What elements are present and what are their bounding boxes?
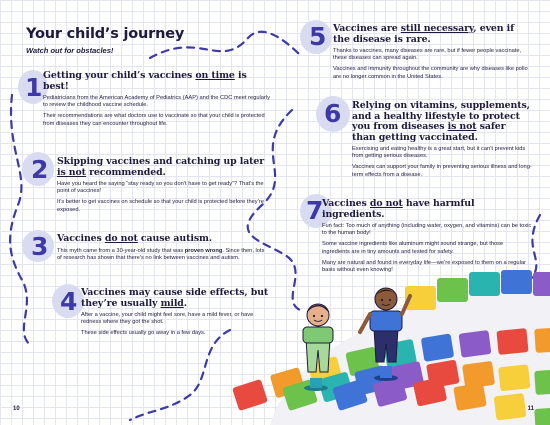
section-7-body-1: Fun fact: Too much of anything (including water, oxygen, and vitamins) can be toxic to the human body! [322,223,532,237]
section-number-3: 3 [31,232,49,261]
section-1-body-1: Pediatricians from the American Academy of Pediatrics (AAP) and the CDC meet regularly to review the childhood vaccine schedule. [43,95,270,109]
section-6-body-2: Vaccines can support your family in preventing serious illness and long-term effects from a disease. [352,164,532,178]
board-tile [534,407,550,425]
section-4-title: Vaccines may cause side effects, but they’re usually mild. [81,287,269,309]
page-number-right: 11 [527,406,534,412]
board-tile [437,278,468,302]
section-number-6: 6 [324,99,342,128]
board-tile [496,328,528,355]
section-6 [352,101,532,183]
section-3-title: Vaccines do not cause autism. [57,233,212,244]
section-5-body-2: Vaccines and immunity throughout the community are why diseases like polio are no longer common in the United States. [333,66,528,80]
section-number-2: 2 [31,155,49,184]
section-7-title: Vaccines do not have harmful ingredients. [322,198,475,220]
board-tile [498,364,530,391]
page-subtitle: Watch out for obstacles! [26,46,114,55]
section-number-5: 5 [309,22,327,51]
section-number-7: 7 [306,196,324,225]
section-2 [57,157,265,218]
section-6-title: Relying on vitamins, supplements, and a healthy lifestyle to protect you from diseases is not safer than getting vaccinated. [352,100,530,143]
section-4 [81,288,271,341]
section-2-title: Skipping vaccines and catching up later is not recommended. [57,156,265,178]
section-5-body-1: Thanks to vaccines, many diseases are rare, but if fewer people vaccinate, these diseases can spread again. [333,48,522,62]
section-5 [333,24,533,85]
section-7-body-2: Some vaccine ingredients like aluminum might sound strange, but those ingredients are in tiny amounts and tested for safety. [322,241,504,255]
board-tile [459,330,492,358]
section-7-body-3: Many are natural and found in everyday life—we’re exposed to them on a regular basis without even knowing! [322,259,526,274]
section-5-title: Vaccines are still necessary, even if the disease is rare. [333,23,515,45]
section-1-title: Getting your child’s vaccines on time is best! [43,70,247,92]
page-number-left: 10 [13,406,20,412]
page-title: Your child’s journey [26,26,185,42]
section-3-body-1: This myth came from a 30-year-old study that was proven wrong. Since then, lots of research has shown that there’s no link between vaccines and autism. [57,247,265,261]
board-tile [494,393,527,420]
section-1-body-2: Their recommendations are what doctors use to vaccinate so that your child is protected from diseases they can encounter throughout life. [43,113,265,127]
section-2-body-1: Have you heard the saying “stay ready so you don’t have to get ready”? That’s the point of vaccines! [57,181,264,195]
section-4-body-2: These side effects usually go away in a few days. [81,330,206,337]
section-1 [43,71,275,132]
board-tile [453,382,487,411]
section-6-body-1: Exercising and eating healthy is a great start, but it can’t prevent kids from getting serious diseases. [352,146,526,160]
section-number-4: 4 [60,287,78,316]
board-tile [533,272,550,296]
board-tile [232,379,268,411]
section-7 [322,199,532,278]
section-4-body-1: After a vaccine, your child might feel sore, have a mild fever, or have redness where they got the shot. [81,312,254,326]
section-3 [57,234,267,266]
board-tile [421,333,454,362]
board-tile [534,369,550,395]
section-number-1: 1 [25,73,43,102]
board-tile [534,327,550,353]
section-2-body-2: It’s better to get vaccines on schedule so that your child is protected before they’re exposed. [57,199,264,213]
